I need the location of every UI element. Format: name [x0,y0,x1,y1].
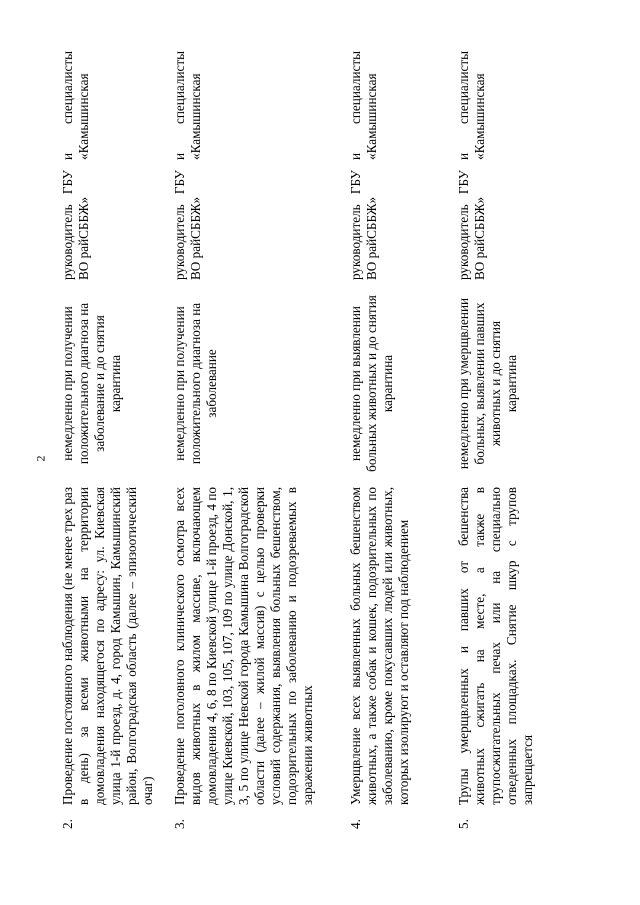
table-row [346,45,454,835]
responsible-specialists: и специалисты «Камышинская [172,51,203,160]
table-row [454,45,546,835]
responsible-head: руководитель ГБУ ВО райСББЖ» [60,170,91,280]
measure-description: Умерщвление всех выявленных больных бешенством животных, а также собак и кошек, подозрительных по заболеванию, кроме покусавших людей или животных, которых изолируют и оставляют под наблюдением [348,487,411,805]
measure-responsible [170,45,346,286]
measure-deadline: немедленно при выявлении больных животных и до снятия карантина [348,295,395,472]
quarantine-measures-table [58,45,538,835]
measure-description: Проведение постоянного наблюдения (не менее трех раз в день) за всеми животными на территории домовладения находящегося по адресу: ул. Киевская улица 1-й проезд, д. 4, город Камышин, Камышинский район, Волгоградская область (далее – эпизоотический очаг) [60,487,155,805]
table-row [170,45,346,835]
row-number: 2. [60,819,75,829]
measure-responsible [454,45,546,286]
responsible-head: руководитель ГБУ ВО райСББЖ» [172,170,203,280]
measure-description: Проведение поголовного клинического осмотра всех видов животных в жилом массиве, включающем домовладения 4, 6, 8 по Киевской улице 1-й проезд, 4 по улице Киевской, 103, 105, 107, 109 по улице Донской, 1, 3, 5 по улице Невской города Камышина Волгоградской области (далее – жилой массив) с целью проверки условий содержания, выявления больных бешенством, подозрительных по заболеванию и подозреваемых в заражении животных [172,487,315,805]
measures-table [58,45,546,835]
measure-responsible [58,45,170,286]
responsible-specialists: и специалисты «Камышинская [348,51,379,160]
measure-deadline: немедленно при умерщвлении больных, выявлении павших животных и до снятия карантина [456,297,519,470]
row-number: 5. [456,819,471,829]
measure-description: Трупы умерщвленных и павших от бешенства животных сжигать на месте, а также в трупосжигательных печах или на специально отведенных площадках. Снятие шкур с трупов запрещается [456,487,535,805]
measure-deadline: немедленно при получении положительного диагноза на заболевание [172,302,219,465]
table-row [58,45,170,835]
measure-responsible [346,45,454,286]
page-number: 2 [33,455,48,462]
row-number: 4. [348,819,363,829]
row-number: 3. [172,819,187,829]
responsible-specialists: и специалисты «Камышинская [456,51,487,160]
responsible-specialists: и специалисты «Камышинская [60,51,91,160]
responsible-head: руководитель ГБУ ВО райСББЖ» [348,170,379,280]
measure-deadline: немедленно при получении положительного диагноза на заболевание и до снятия карантина [60,302,123,465]
responsible-head: руководитель ГБУ ВО райСББЖ» [456,170,487,280]
